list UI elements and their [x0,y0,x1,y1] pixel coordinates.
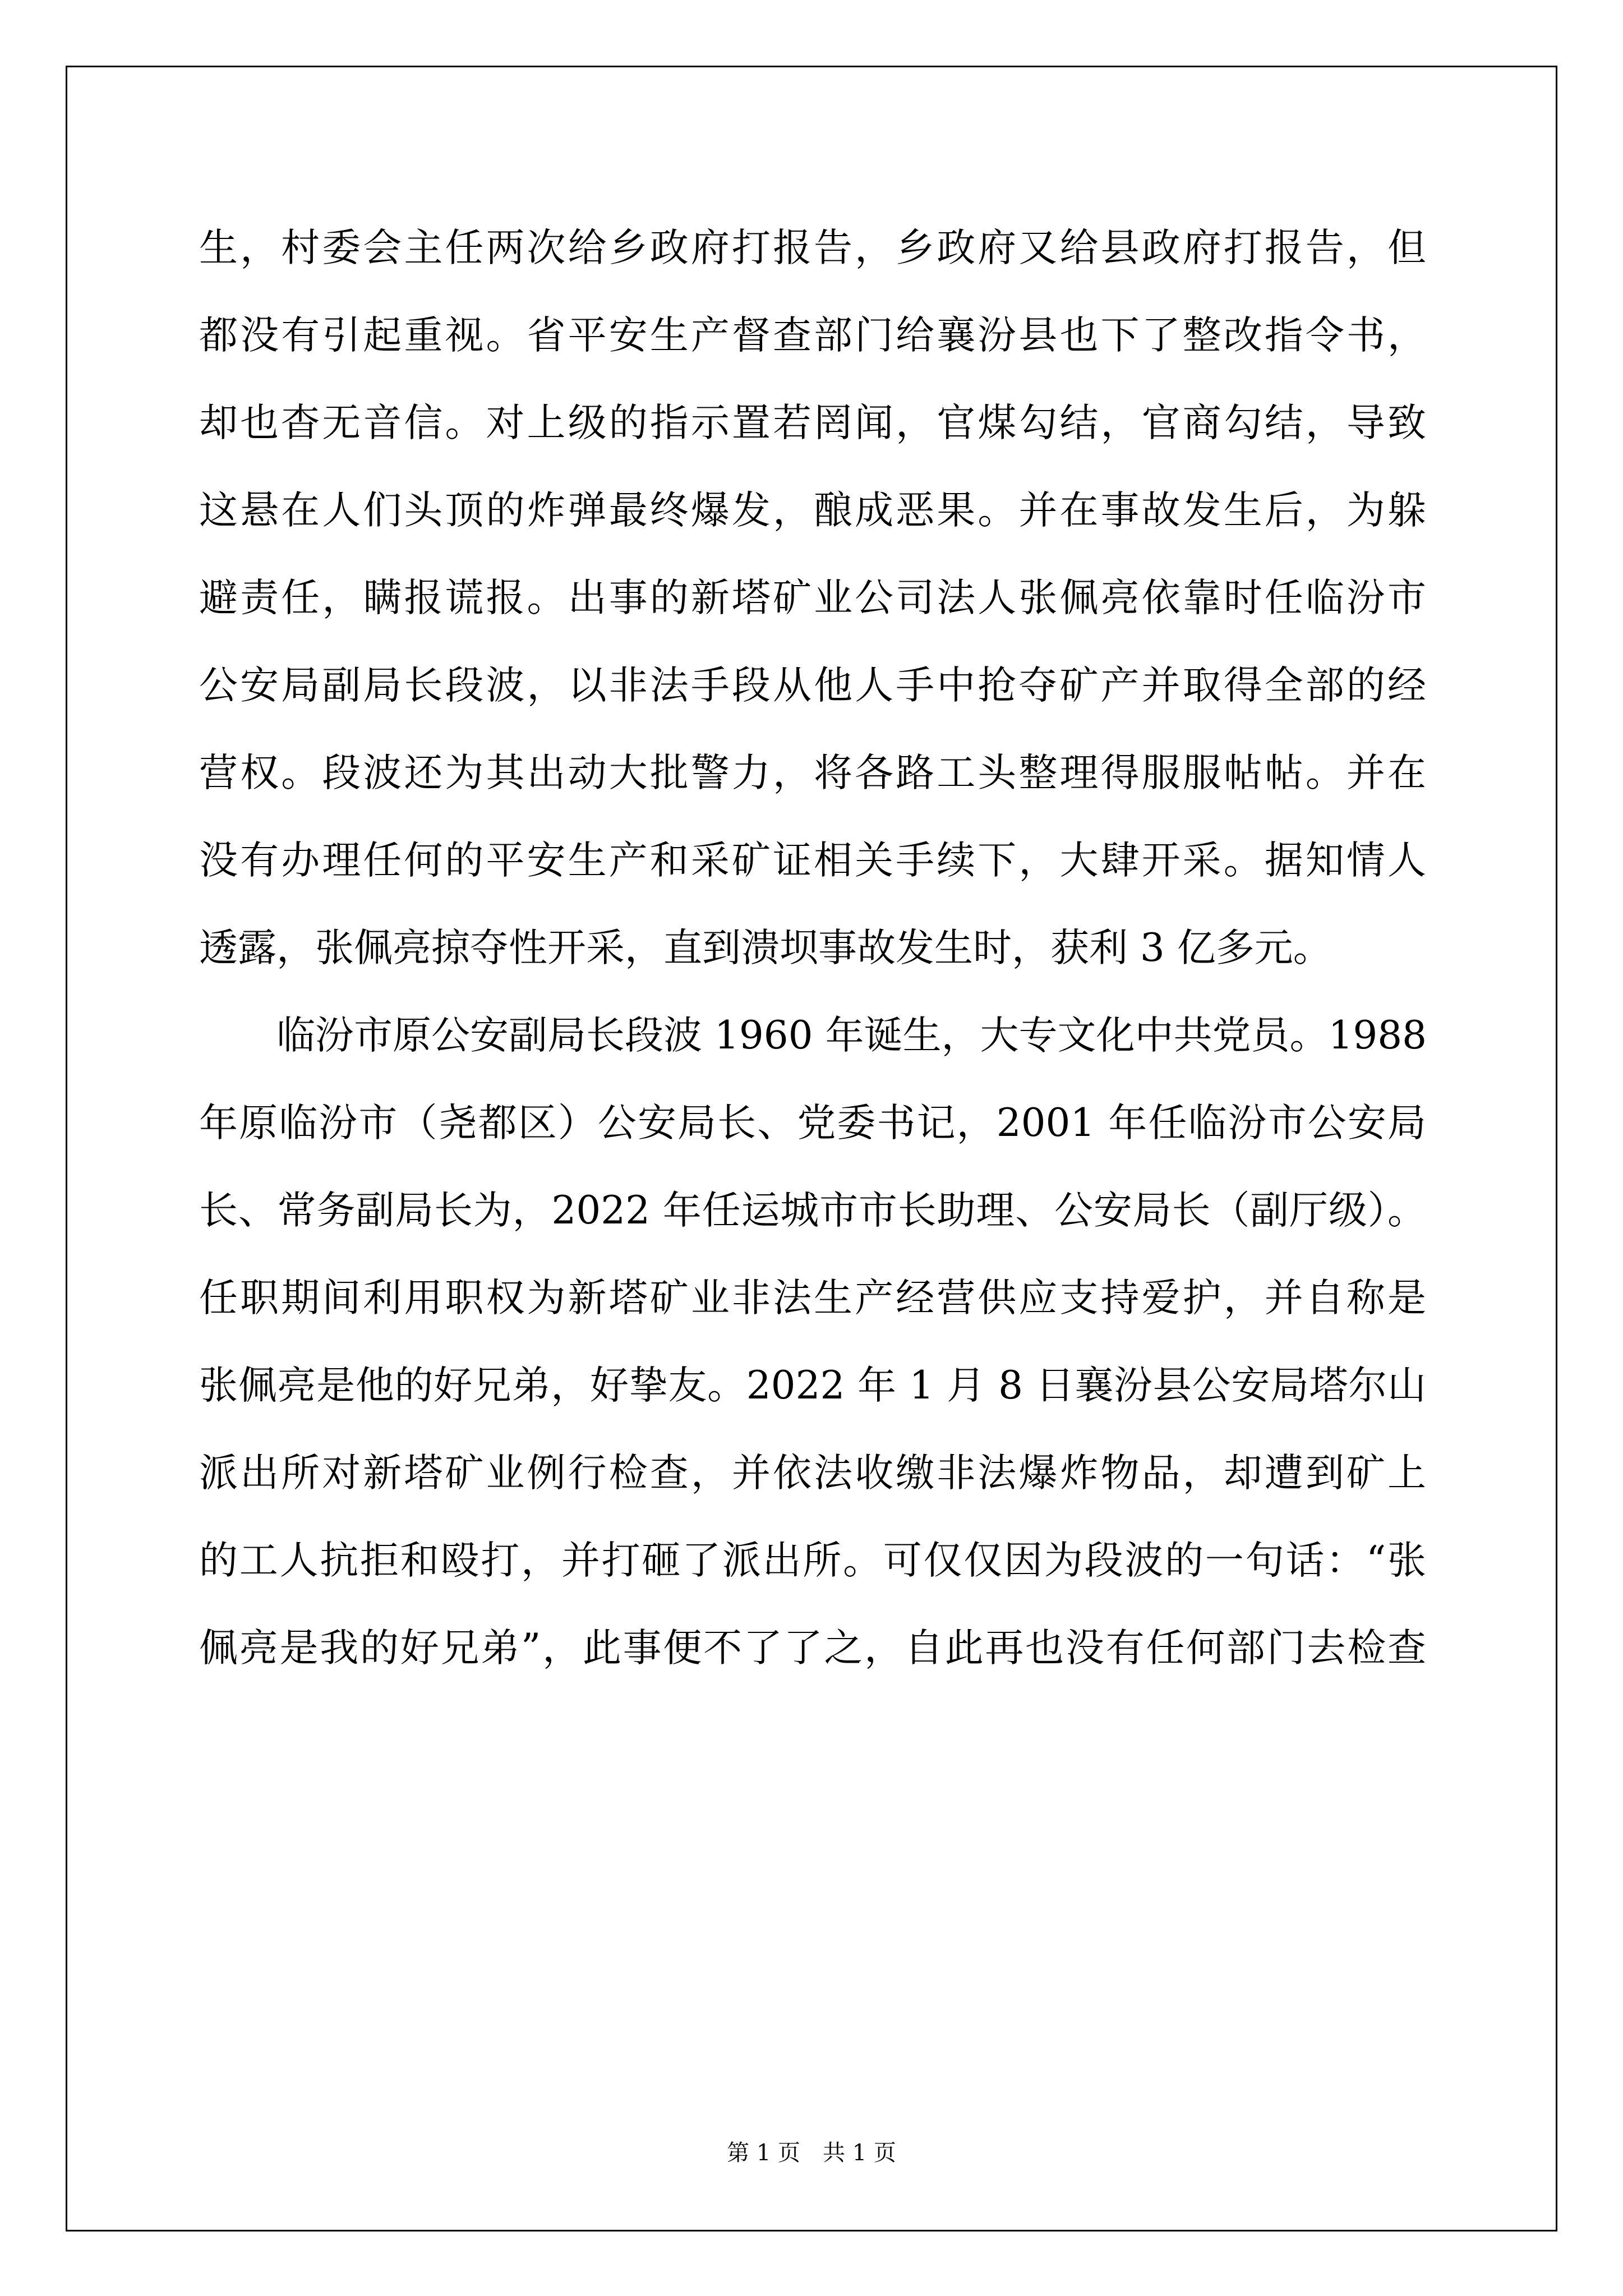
text-line: 避责任，瞒报谎报。出事的新塔矿业公司法人张佩亮依靠时任临汾市 [199,576,1426,620]
text-line-last: 透露，张佩亮掠夺性开采，直到溃坝事故发生时，获利 3 亿多元。 [199,926,1332,970]
page-number: 第 1 页 [727,2140,800,2166]
text-line: 营权。段波还为其出动大批警力，将各路工头整理得服服帖帖。并在 [199,751,1426,795]
text-line: 派出所对新塔矿业例行检查，并依法收缴非法爆炸物品，却遭到矿上 [199,1451,1426,1496]
text-line: 却也杳无音信。对上级的指示置若罔闻，官煤勾结，官商勾结，导致 [199,401,1426,445]
text-line: 佩亮是我的好兄弟”，此事便不了了之，自此再也没有任何部门去检查 [199,1626,1426,1671]
text-line: 任职期间利用职权为新塔矿业非法生产经营供应支持爱护，并自称是 [199,1276,1426,1320]
text-line: 这悬在人们头顶的炸弹最终爆发，酿成恶果。并在事故发生后，为躲 [199,488,1426,533]
text-line: 的工人抗拒和殴打，并打砸了派出所。可仅仅因为段波的一句话：“张 [199,1538,1426,1583]
page-total: 共 1 页 [823,2140,896,2166]
text-line: 年原临汾市（尧都区）公安局长、党委书记，2001 年任临汾市公安局 [199,1101,1426,1145]
text-line: 生，村委会主任两次给乡政府打报告，乡政府又给县政府打报告，但 [199,226,1426,270]
page-border [66,66,1557,2231]
text-line: 长、常务副局长为，2022 年任运城市市长助理、公安局长（副厅级）。 [199,1188,1426,1233]
text-line: 张佩亮是他的好兄弟，好挚友。2022 年 1 月 8 日襄汾县公安局塔尔山 [199,1363,1426,1408]
page-footer [0,2142,1623,2164]
text-line: 没有办理任何的平安生产和采矿证相关手续下，大肆开采。据知情人 [199,838,1426,883]
text-line-indented: 临汾市原公安副局长段波 1960 年诞生，大专文化中共党员。1988 [276,1013,1427,1058]
text-line: 都没有引起重视。省平安生产督查部门给襄汾县也下了整改指令书， [199,313,1426,358]
text-line: 公安局副局长段波，以非法手段从他人手中抢夺矿产并取得全部的经 [199,663,1426,708]
